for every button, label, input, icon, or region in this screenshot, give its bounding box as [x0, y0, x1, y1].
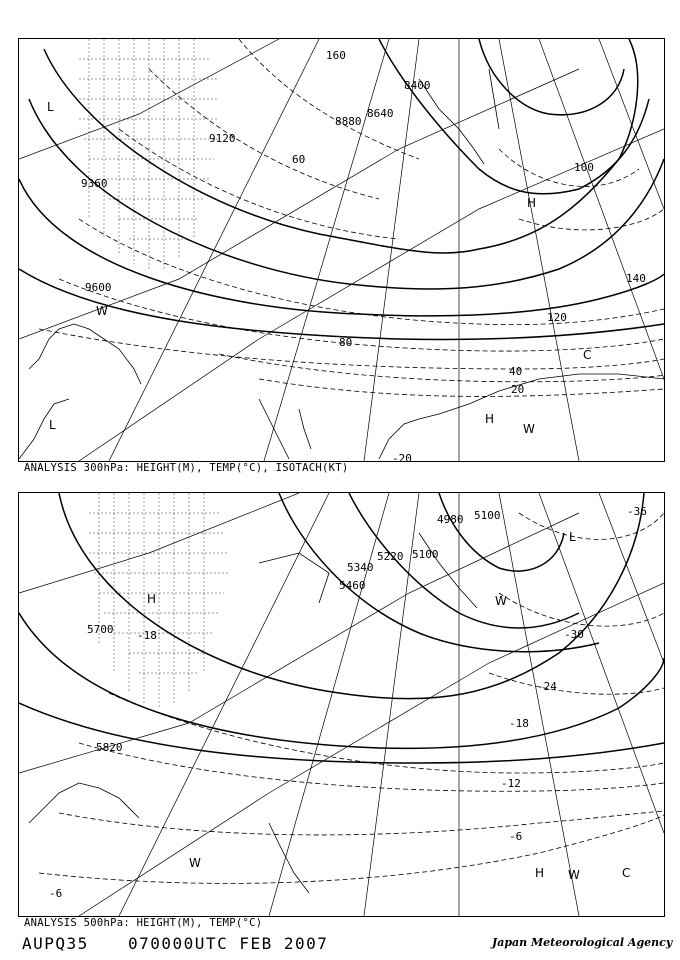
chart-300hpa-caption: ANALYSIS 300hPa: HEIGHT(M), TEMP(°C), ISOTACH(KT) [24, 462, 349, 474]
chart-500hpa-map [19, 493, 664, 916]
agency-credit: Japan Meteorological Agency [492, 936, 673, 949]
high-center-marker: H [527, 196, 537, 210]
isotach-label: 80 [339, 336, 353, 349]
warm-center-marker: W [523, 422, 535, 436]
warm-center-marker: W [189, 856, 201, 870]
chart-500hpa [18, 492, 665, 917]
chart-code: AUPQ35 [22, 934, 89, 953]
chart-500hpa-caption: ANALYSIS 500hPa: HEIGHT(M), TEMP(°C) [24, 917, 263, 929]
cold-center-marker: C [622, 866, 631, 880]
low-center-marker: L [49, 418, 56, 432]
temp-label: -6 [49, 887, 63, 900]
height-label: 5220 [377, 550, 404, 563]
hatched-area [89, 493, 229, 708]
height-label: 5100 [412, 548, 439, 561]
chart-300hpa-map [19, 39, 664, 461]
high-center-marker: H [485, 412, 495, 426]
grid-lines [19, 493, 664, 916]
low-center-marker: L [47, 100, 54, 114]
warm-center-marker: W [495, 594, 507, 608]
temp-label: -30 [564, 628, 584, 641]
cold-center-marker: C [583, 348, 592, 362]
temp-label: -36 [627, 505, 647, 518]
height-label: 5700 [87, 623, 114, 636]
isotach-label: 160 [326, 49, 346, 62]
warm-center-marker: W [96, 304, 108, 318]
coastlines [29, 533, 477, 893]
isotach-label: 20 [511, 383, 525, 396]
isotach-label: 60 [292, 153, 306, 166]
height-label: 5100 [474, 509, 501, 522]
temp-label: -24 [537, 680, 557, 693]
height-label: 5340 [347, 561, 374, 574]
height-label: 9600 [85, 281, 112, 294]
temp-label: -18 [137, 629, 157, 642]
temp-label: -18 [509, 717, 529, 730]
temp-label: -6 [509, 830, 523, 843]
height-label: 8400 [404, 79, 431, 92]
warm-center-marker: W [568, 868, 580, 882]
temp-label: -12 [501, 777, 521, 790]
isotach-label: 40 [509, 365, 523, 378]
isotach-label: 140 [626, 272, 646, 285]
height-label: 5460 [339, 579, 366, 592]
height-label: 8880 [335, 115, 362, 128]
isotach-label: 100 [574, 161, 594, 174]
height-label: 5820 [96, 741, 123, 754]
chart-300hpa [18, 38, 665, 462]
grid-lines [19, 39, 664, 461]
high-center-marker: H [535, 866, 545, 880]
high-center-marker: H [147, 592, 157, 606]
height-label: 9120 [209, 132, 236, 145]
chart-datetime: 070000UTC FEB 2007 [128, 934, 329, 953]
hatched-area [79, 39, 219, 269]
isotach-label: 120 [547, 311, 567, 324]
height-label: 9360 [81, 177, 108, 190]
height-contours [19, 39, 664, 339]
temp-label: -20 [392, 452, 412, 461]
height-label: 8640 [367, 107, 394, 120]
height-label: 4980 [437, 513, 464, 526]
low-center-marker: L [569, 530, 576, 544]
